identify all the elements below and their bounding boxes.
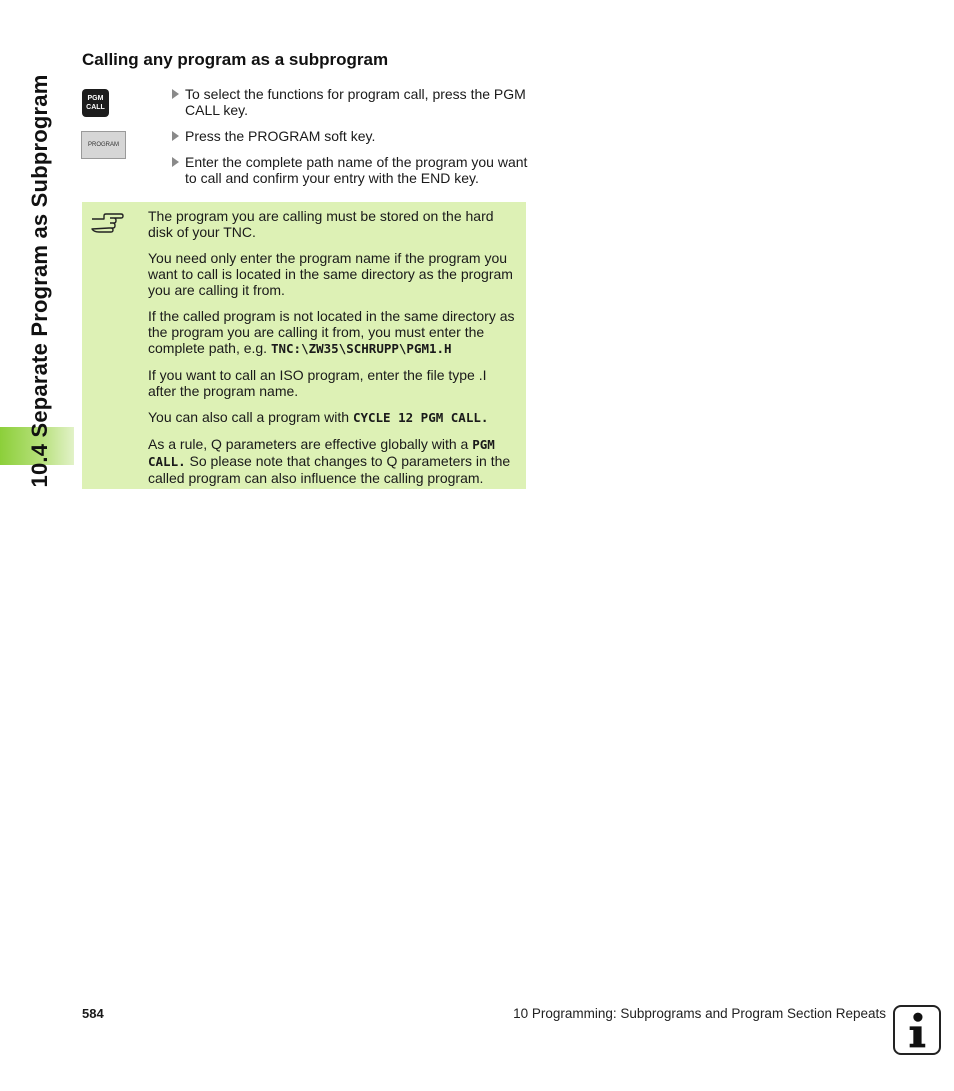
arrow-right-icon: [172, 131, 179, 141]
pgm-call-key-icon: PGM CALL: [82, 89, 109, 117]
note-paragraph: You need only enter the program name if the program you want to call is located in the same directory as the program you are calling it from.: [148, 250, 513, 298]
path-example-code: TNC:\ZW35\SCHRUPP\PGM1.H: [270, 341, 452, 356]
note-paragraph: You can also call a program with CYCLE 12 PGM CALL.: [148, 409, 489, 425]
note-paragraph: The program you are calling must be stored on the hard disk of your TNC.: [148, 208, 494, 240]
cycle-code: CYCLE 12 PGM CALL.: [352, 410, 489, 425]
page-number: 584: [82, 1006, 104, 1021]
info-icon: [893, 1005, 941, 1055]
note-paragraph: As a rule, Q parameters are effective globally with a PGM CALL. So please note that changes to Q parameters in the called program can also influence the calling program.: [148, 436, 511, 486]
pointing-hand-icon: [90, 212, 124, 234]
arrow-right-icon: [172, 157, 179, 167]
step-item: To select the functions for program call, press the PGM CALL key.: [172, 86, 532, 118]
note-paragraph: If you want to call an ISO program, enter the file type .I after the program name.: [148, 367, 487, 399]
note-text: [148, 208, 518, 496]
arrow-right-icon: [172, 89, 179, 99]
program-softkey-icon: PROGRAM: [81, 131, 126, 159]
step-item: Press the PROGRAM soft key.: [172, 128, 532, 144]
note-box: [82, 202, 526, 489]
note-paragraph: If the called program is not located in the same directory as the program you are calling it from, you must enter the complete path, e.g. TNC:\ZW35\SCHRUPP\PGM1.H: [148, 308, 515, 356]
chapter-title: 10 Programming: Subprograms and Program Section Repeats: [513, 1006, 886, 1021]
pgm-call-code: PGM CALL.: [148, 437, 495, 469]
section-side-title: 10.4 Separate Program as Subprogram: [27, 74, 52, 488]
section-heading: Calling any program as a subprogram: [82, 50, 389, 69]
step-item: Enter the complete path name of the program you want to call and confirm your entry with the END key.: [172, 154, 532, 186]
